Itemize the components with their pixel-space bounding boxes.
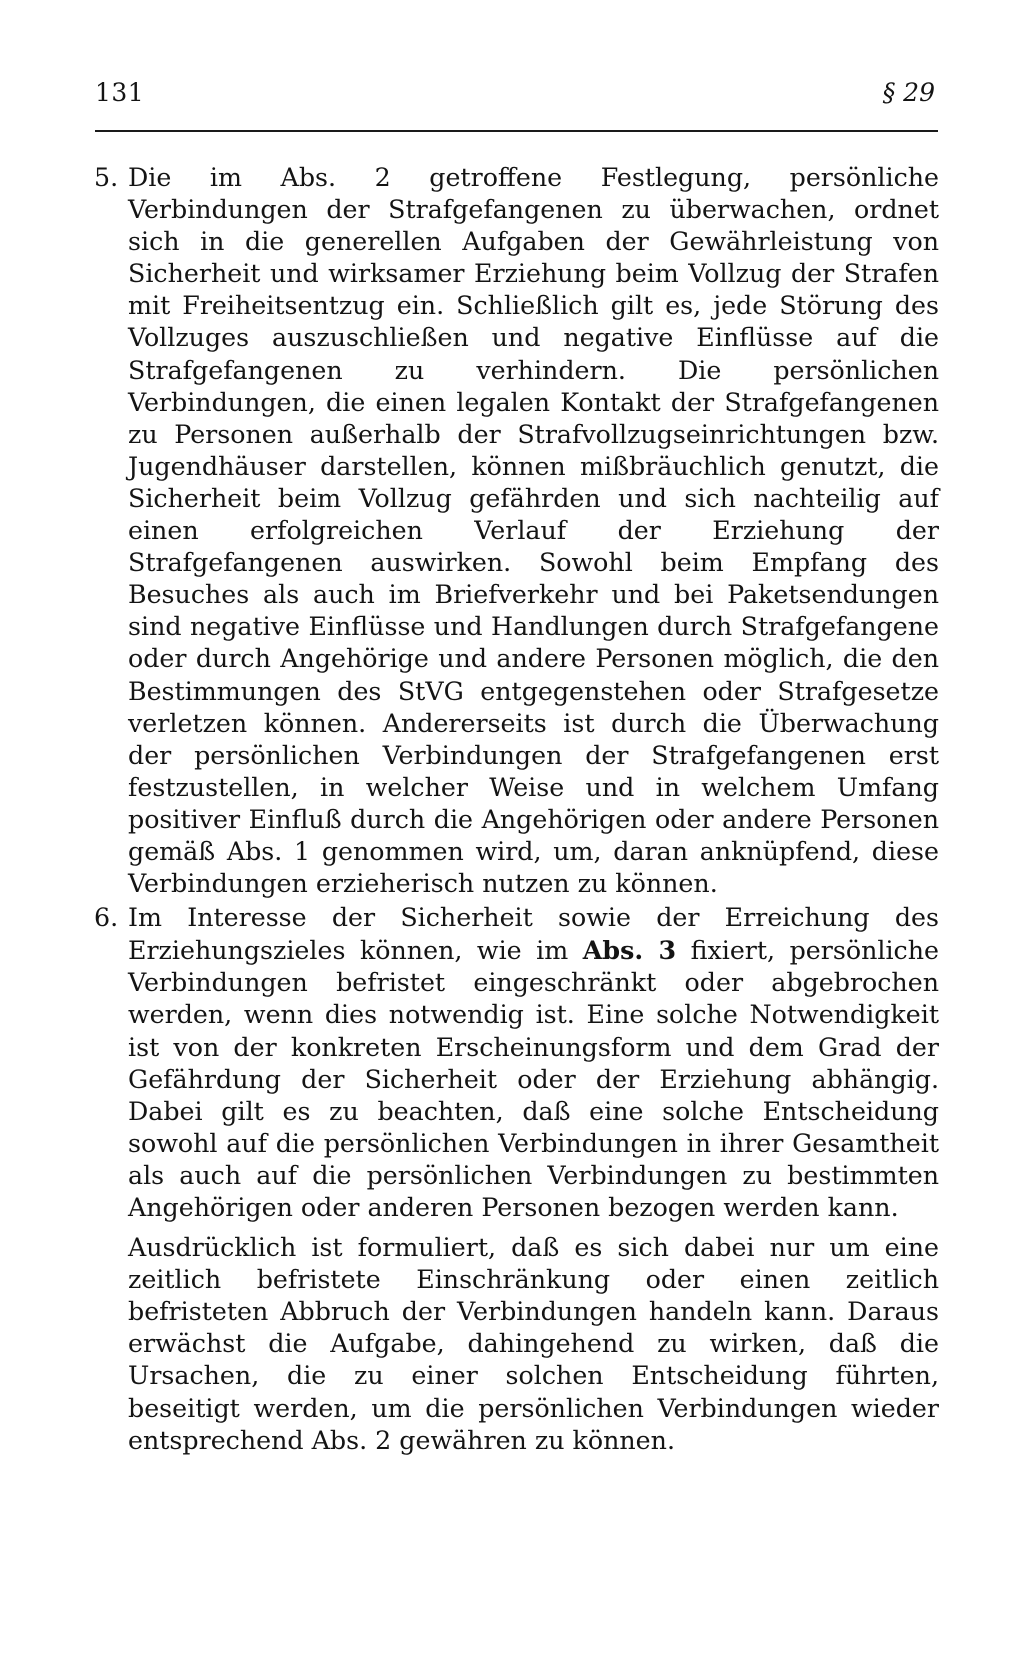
item-text-after: fixiert, persönliche Verbindungen befristet eingeschränkt oder abgebrochen werden, wenn dies notwendig ist. Eine solche Notwendigkeit ist von der konkreten Erscheinungsform und dem Grad der Gefährdung der Sicherheit oder der Erziehung abhängig. Dabei gilt es zu beachten, daß eine solche Entscheidung sowohl auf die persönlichen Verbindungen in ihrer Gesamtheit als auch auf die persönlichen Verbindungen zu bestimmten Angehörigen oder anderen Personen bezogen werden kann.: [128, 936, 939, 1222]
commentary-body: [94, 162, 939, 1457]
item-text: [128, 902, 939, 1224]
item-text: Die im Abs. 2 getroffene Festlegung, persönliche Verbindungen der Strafgefangenen zu überwachen, ordnet sich in die generellen Aufgaben der Gewährleistung von Sicherheit und wirksamer Erziehung beim Vollzug der Strafen mit Freiheitsentzug ein. Schließlich gilt es, jede Störung des Vollzuges auszuschließen und negative Einflüsse auf die Strafgefangenen zu verhindern. Die persönlichen Verbindungen, die einen legalen Kontakt der Strafgefangenen zu Personen außerhalb der Strafvollzugseinrichtungen bzw. Jugendhäuser darstellen, können mißbräuchlich genutzt, die Sicherheit beim Vollzug gefährden und sich nachteilig auf einen erfolgreichen Verlauf der Erziehung der Strafgefangenen auswirken. Sowohl beim Empfang des Besuches als auch im Briefverkehr und bei Paketsendungen sind negative Einflüsse und Handlungen durch Strafgefangene oder durch Angehörige und andere Personen möglich, die den Bestimmungen des StVG entgegenstehen oder Strafgesetze verletzen können. Andererseits ist durch die Überwachung der persönlichen Verbindungen der Strafgefangenen erst festzustellen, in welcher Weise und in welchem Umfang positiver Einfluß durch die Angehörigen oder andere Personen gemäß Abs. 1 genommen wird, um, daran anknüpfend, diese Verbindungen erzieherisch nutzen zu können.: [128, 163, 939, 899]
page-number: 131: [95, 78, 145, 107]
item-text-before: Im Interesse der Sicherheit sowie der Erreichung des Erziehungszieles können, wie im: [128, 903, 939, 966]
section-number: § 29: [882, 78, 935, 107]
continuation-paragraph: Ausdrücklich ist formuliert, daß es sich dabei nur um eine zeitlich befristete Einschränkung oder einen zeitlich befristeten Abbruch der Verbindungen handeln kann. Daraus erwächst die Aufgabe, dahingehend zu wirken, daß die Ursachen, die zu einer solchen Entscheidung führten, beseitigt werden, um die persönlichen Verbindungen wieder entsprechend Abs. 2 gewähren zu können.: [128, 1233, 939, 1455]
page-header: [95, 78, 935, 112]
list-item-6: [94, 902, 939, 1224]
item-number: 5.: [94, 163, 119, 192]
item-number: 6.: [94, 903, 119, 933]
list-item-5: [94, 162, 939, 900]
header-divider: [95, 130, 938, 132]
paragraph-reference-bold: Abs. 3: [582, 935, 677, 966]
